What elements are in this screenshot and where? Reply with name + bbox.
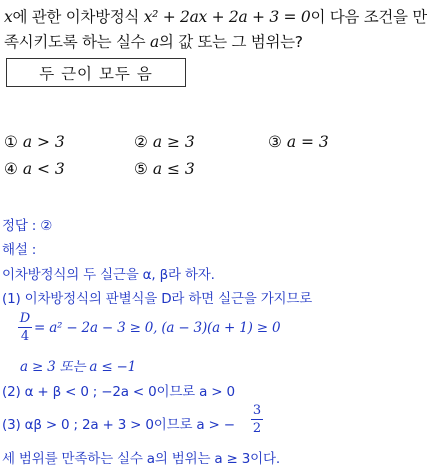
option-2[interactable] (134, 133, 195, 151)
explanation-intro: 이차방정식의 두 실근을 α, β라 하자. (2, 267, 215, 283)
explanation-conclusion: 세 범위를 만족하는 실수 a의 범위는 a ≥ 3이다. (2, 451, 280, 467)
option-expression: a = 3 (286, 133, 329, 151)
option-marker: ① (4, 133, 18, 151)
option-4[interactable] (4, 160, 65, 178)
option-1[interactable] (4, 133, 65, 151)
question-text: 이 다음 조건을 만 (310, 8, 427, 26)
option-3[interactable] (268, 133, 329, 151)
question-text: 족시키도록 하는 실수 (4, 33, 146, 51)
question-line-2 (4, 30, 303, 52)
explanation-label: 해설 : (2, 242, 37, 258)
step-3-fraction (251, 403, 263, 436)
option-expression: a > 3 (22, 133, 65, 151)
option-5[interactable] (134, 160, 195, 178)
condition-box: 두 근이 모두 음 (6, 58, 186, 87)
fraction-denominator: 2 (252, 421, 262, 436)
explanation-step-1-result: a ≥ 3 또는 a ≤ −1 (20, 359, 137, 375)
explanation-step-2: (2) α + β < 0 ; −2a < 0이므로 a > 0 (2, 384, 235, 400)
option-marker: ⑤ (134, 160, 148, 178)
option-marker: ④ (4, 160, 18, 178)
answer-value: ② (40, 218, 53, 234)
fraction-denominator: 4 (20, 329, 30, 344)
question-variable: a (149, 33, 159, 51)
option-marker: ③ (268, 133, 282, 151)
option-expression: a ≥ 3 (152, 133, 195, 151)
option-expression: a < 3 (22, 160, 65, 178)
fraction-numerator: D (19, 311, 31, 326)
answer-line (2, 214, 52, 234)
explanation-step-1-equation: = a² − 2a − 3 ≥ 0, (a − 3)(a + 1) ≥ 0 (34, 320, 281, 336)
option-marker: ② (134, 133, 148, 151)
discriminant-fraction (18, 311, 32, 344)
fraction-numerator: 3 (252, 403, 262, 418)
question-line-1 (4, 5, 427, 27)
question-text: 의 값 또는 그 범위는? (158, 33, 303, 51)
question-equation: x² + 2ax + 2a + 3 = 0 (143, 8, 311, 26)
option-expression: a ≤ 3 (152, 160, 195, 178)
explanation-step-1: (1) 이차방정식의 판별식을 D라 하면 실근을 가지므로 (2, 291, 313, 307)
question-variable: x (4, 8, 13, 26)
answer-label: 정답 : (2, 218, 37, 234)
question-text: 에 관한 이차방정식 (12, 8, 140, 26)
explanation-step-3: (3) αβ > 0 ; 2a + 3 > 0이므로 a > − (2, 417, 235, 433)
